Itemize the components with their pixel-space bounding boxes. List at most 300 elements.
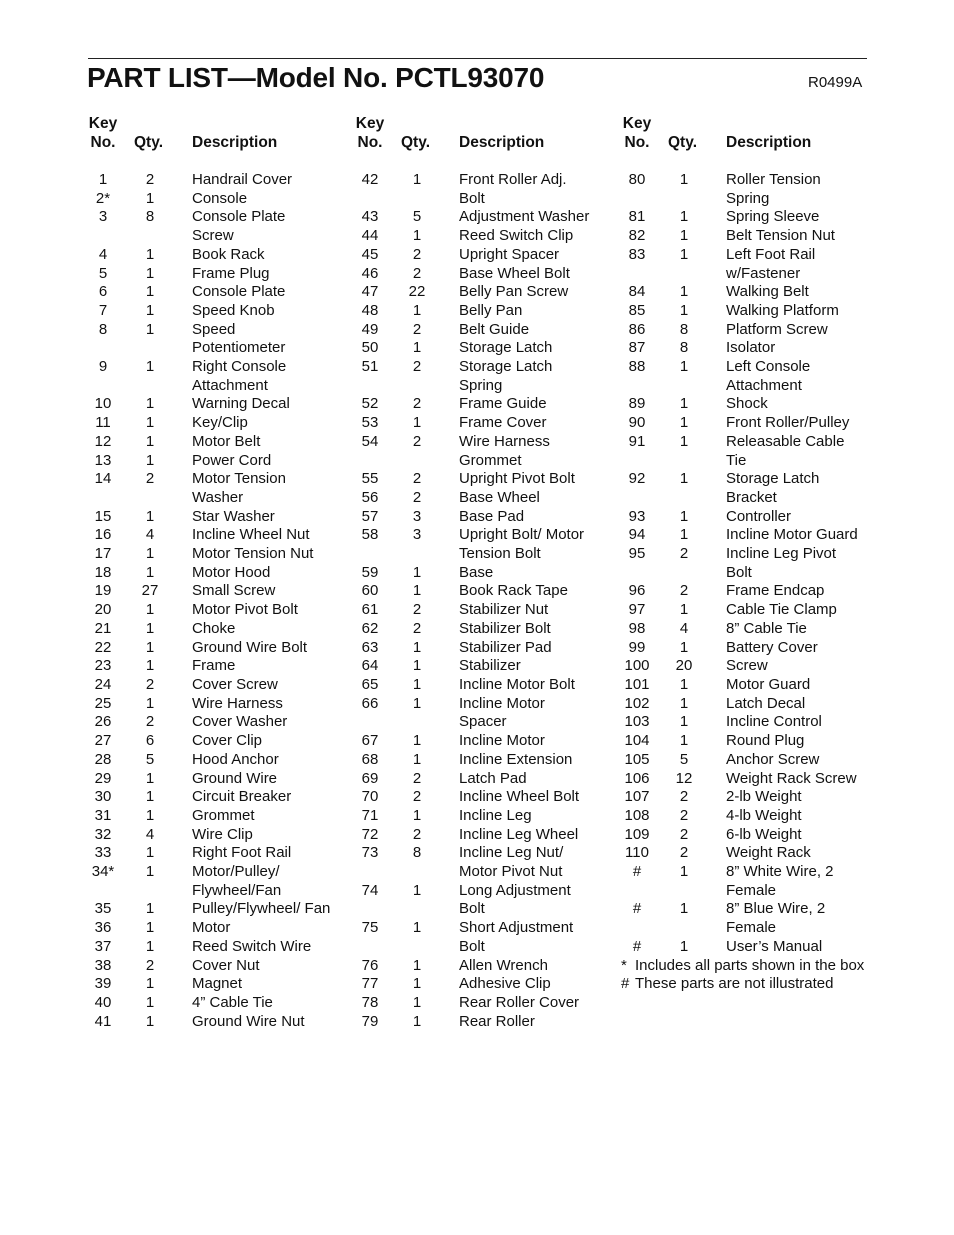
part-key: 71 — [361, 806, 379, 824]
part-qty: 1 — [145, 451, 155, 469]
part-key: 86 — [628, 320, 646, 338]
part-row — [621, 227, 881, 246]
part-key: # — [632, 863, 642, 881]
part-qty: 1 — [679, 470, 689, 488]
part-description: Latch Pad — [459, 769, 527, 787]
part-row — [87, 508, 347, 527]
part-key: 98 — [628, 619, 646, 637]
part-qty: 2 — [412, 825, 422, 843]
part-description: Front Roller Adj. Bolt — [459, 171, 567, 207]
part-description: 4” Cable Tie — [192, 993, 273, 1011]
part-qty: 1 — [412, 301, 422, 319]
part-row — [87, 863, 347, 900]
part-qty: 1 — [412, 975, 422, 993]
part-row — [87, 601, 347, 620]
part-qty: 1 — [679, 675, 689, 693]
part-qty: 27 — [141, 582, 159, 600]
part-description: Incline Motor Spacer — [459, 694, 545, 731]
part-row — [621, 508, 881, 527]
part-row — [354, 171, 614, 208]
part-description: Incline Leg Nut/ Motor Pivot Nut — [459, 844, 564, 881]
part-description: Base Pad — [459, 507, 525, 525]
part-key: 48 — [361, 301, 379, 319]
part-row — [621, 433, 881, 470]
part-description: Frame Plug — [192, 264, 270, 282]
part-qty: 1 — [679, 395, 689, 413]
part-qty: 1 — [145, 264, 155, 282]
part-qty: 5 — [679, 750, 689, 768]
part-qty: 1 — [145, 245, 155, 263]
part-description: Storage Latch Bracket — [726, 470, 820, 506]
part-qty: 1 — [145, 657, 155, 675]
part-key: 37 — [94, 937, 112, 955]
part-description: Key/Clip — [192, 414, 248, 432]
part-description: Cable Tie Clamp — [726, 601, 837, 619]
part-qty: 1 — [145, 1012, 155, 1030]
part-key: 42 — [361, 171, 379, 188]
part-key: 60 — [361, 582, 379, 600]
part-qty: 2 — [412, 320, 422, 338]
part-description: Left Console Attachment — [726, 358, 811, 394]
part-qty: 1 — [679, 601, 689, 619]
part-row — [354, 770, 614, 789]
part-qty: 1 — [145, 694, 155, 712]
part-description: Motor Tension Nut — [192, 545, 314, 563]
description-header: Description — [459, 133, 545, 151]
part-description: Motor/Pulley/ Flywheel/Fan — [192, 863, 282, 899]
part-row — [87, 676, 347, 695]
part-description: 2-lb Weight — [726, 788, 802, 806]
part-qty: 2 — [412, 601, 422, 619]
part-qty: 2 — [412, 358, 422, 376]
part-qty: 1 — [145, 975, 155, 993]
part-row — [87, 844, 347, 863]
part-key: 78 — [361, 993, 379, 1011]
part-qty: 1 — [145, 320, 155, 338]
part-description: Handrail Cover — [192, 171, 293, 188]
part-key: 73 — [361, 844, 379, 862]
part-qty: 1 — [412, 171, 422, 188]
part-qty: 1 — [679, 171, 689, 188]
part-row — [354, 788, 614, 807]
qty-header: Qty. — [668, 133, 697, 151]
part-description: Wire Clip — [192, 825, 253, 843]
part-key: 22 — [94, 638, 112, 656]
part-row — [354, 358, 614, 395]
part-qty: 1 — [145, 395, 155, 413]
part-description: Console Plate Screw — [192, 208, 286, 245]
part-key: 51 — [361, 358, 379, 376]
part-row — [87, 788, 347, 807]
part-key: 40 — [94, 993, 112, 1011]
part-qty: 1 — [145, 937, 155, 955]
part-description: Screw — [726, 657, 768, 675]
part-row — [621, 695, 881, 714]
part-row — [621, 358, 881, 395]
part-description: Roller Tension Spring — [726, 171, 821, 207]
part-row — [354, 994, 614, 1013]
part-qty: 2 — [679, 582, 689, 600]
part-key: 80 — [628, 171, 646, 188]
part-qty: 2 — [145, 171, 155, 188]
part-description: Walking Belt — [726, 283, 809, 301]
part-key: 29 — [94, 769, 112, 787]
part-row — [354, 564, 614, 583]
part-key: 31 — [94, 806, 112, 824]
part-qty: 4 — [145, 526, 155, 544]
part-qty: 1 — [412, 227, 422, 245]
part-key: 96 — [628, 582, 646, 600]
part-description: Weight Rack — [726, 844, 811, 862]
part-qty: 1 — [145, 806, 155, 824]
part-row — [354, 807, 614, 826]
column-header — [87, 115, 347, 171]
part-key: # — [632, 900, 642, 918]
part-row — [87, 452, 347, 471]
part-key: 99 — [628, 638, 646, 656]
part-description: Right Foot Rail — [192, 844, 292, 862]
qty-header: Qty. — [134, 133, 163, 151]
page-title: PART LIST—Model No. PCTL93070 — [87, 62, 545, 93]
part-qty: 4 — [679, 619, 689, 637]
part-description: Cover Clip — [192, 732, 263, 750]
part-row — [354, 732, 614, 751]
part-qty: 2 — [679, 788, 689, 806]
part-key: 83 — [628, 245, 646, 263]
part-row — [354, 508, 614, 527]
part-qty: 1 — [145, 358, 155, 376]
part-key: 52 — [361, 395, 379, 413]
part-row — [354, 526, 614, 563]
part-qty: 20 — [675, 657, 693, 675]
part-key: 30 — [94, 788, 112, 806]
part-description: Latch Decal — [726, 694, 806, 712]
part-description: Wire Harness — [192, 694, 283, 712]
part-key: 36 — [94, 919, 112, 937]
part-description: Wire Harness Grommet — [459, 432, 550, 469]
part-description: Incline Leg Wheel — [459, 825, 579, 843]
part-qty: 1 — [145, 993, 155, 1011]
part-row — [87, 957, 347, 976]
part-row — [87, 1013, 347, 1032]
part-qty: 1 — [679, 900, 689, 918]
part-row — [87, 265, 347, 284]
part-key: 79 — [361, 1012, 379, 1030]
part-row — [621, 601, 881, 620]
part-description: Ground Wire Nut — [192, 1012, 305, 1030]
part-qty: 2 — [145, 470, 155, 488]
part-row — [87, 695, 347, 714]
part-row — [354, 582, 614, 601]
part-description: Frame Cover — [459, 414, 547, 432]
column-header — [621, 115, 881, 171]
part-qty: 1 — [679, 526, 689, 544]
part-description: Adjustment Washer — [459, 208, 590, 226]
part-description: Ground Wire Bolt — [192, 638, 308, 656]
part-row — [87, 358, 347, 395]
part-key: 72 — [361, 825, 379, 843]
part-description: Console — [192, 189, 248, 207]
part-qty: 1 — [679, 283, 689, 301]
part-key: 61 — [361, 601, 379, 619]
part-row — [87, 900, 347, 919]
part-qty: 8 — [145, 208, 155, 226]
part-description: Book Rack — [192, 245, 265, 263]
part-qty: 1 — [412, 806, 422, 824]
part-key: 21 — [94, 619, 112, 637]
part-row — [354, 695, 614, 732]
key-header: Key No. — [88, 115, 118, 151]
part-row — [354, 751, 614, 770]
part-row — [354, 601, 614, 620]
part-description: 4-lb Weight — [726, 806, 802, 824]
part-row — [621, 526, 881, 545]
part-row — [354, 489, 614, 508]
part-row — [87, 751, 347, 770]
part-key: 9 — [98, 358, 108, 376]
part-description: Platform Screw — [726, 320, 828, 338]
part-description: Stabilizer — [459, 657, 521, 675]
part-description: Frame Guide — [459, 395, 547, 413]
part-key: 54 — [361, 432, 379, 450]
part-key: 39 — [94, 975, 112, 993]
part-row — [354, 283, 614, 302]
part-row — [87, 545, 347, 564]
part-key: 109 — [624, 825, 650, 843]
part-qty: 1 — [679, 245, 689, 263]
part-key: 49 — [361, 320, 379, 338]
part-qty: 8 — [679, 339, 689, 357]
footnote-mark: * — [621, 956, 627, 974]
part-row — [354, 844, 614, 881]
part-key: 5 — [98, 264, 108, 282]
part-qty: 6 — [145, 732, 155, 750]
part-key: 1 — [98, 171, 108, 188]
part-description: 8” Blue Wire, 2 Female — [726, 900, 826, 937]
part-key: 82 — [628, 227, 646, 245]
part-description: 8” White Wire, 2 Female — [726, 863, 834, 899]
part-qty: 1 — [412, 582, 422, 600]
part-row — [621, 171, 881, 208]
part-description: Cover Screw — [192, 675, 278, 693]
part-row — [354, 321, 614, 340]
part-qty: 1 — [679, 638, 689, 656]
part-description: Upright Spacer — [459, 245, 560, 263]
part-key: 47 — [361, 283, 379, 301]
part-key: 69 — [361, 769, 379, 787]
part-row — [621, 900, 881, 937]
part-description: 8” Cable Tie — [726, 619, 807, 637]
part-qty: 1 — [145, 507, 155, 525]
part-row — [621, 395, 881, 414]
part-description: Magnet — [192, 975, 243, 993]
part-description: User’s Manual — [726, 937, 823, 955]
part-row — [621, 826, 881, 845]
part-key: 10 — [94, 395, 112, 413]
parts-column-2 — [354, 115, 614, 1031]
part-key: 45 — [361, 245, 379, 263]
part-qty: 1 — [679, 414, 689, 432]
part-qty: 1 — [679, 863, 689, 881]
footnote-text: These parts are not illustrated — [635, 975, 834, 993]
part-key: 58 — [361, 526, 379, 544]
part-row — [621, 788, 881, 807]
part-qty: 1 — [145, 301, 155, 319]
part-key: 77 — [361, 975, 379, 993]
qty-header: Qty. — [401, 133, 430, 151]
part-key: 25 — [94, 694, 112, 712]
part-qty: 1 — [145, 919, 155, 937]
part-qty: 3 — [412, 526, 422, 544]
part-row — [621, 302, 881, 321]
part-description: Long Adjustment Bolt — [459, 881, 571, 918]
part-row — [621, 713, 881, 732]
part-key: 7 — [98, 301, 108, 319]
part-key: # — [632, 937, 642, 955]
part-key: 13 — [94, 451, 112, 469]
part-key: 81 — [628, 208, 646, 226]
part-description: Frame — [192, 657, 236, 675]
part-qty: 2 — [412, 264, 422, 282]
part-qty: 8 — [412, 844, 422, 862]
part-row — [354, 414, 614, 433]
part-qty: 1 — [679, 937, 689, 955]
part-row — [87, 171, 347, 190]
part-key: 87 — [628, 339, 646, 357]
part-qty: 2 — [412, 395, 422, 413]
description-header: Description — [726, 133, 812, 151]
part-description: Incline Wheel Nut — [192, 526, 310, 544]
part-qty: 1 — [412, 675, 422, 693]
part-description: Allen Wrench — [459, 956, 548, 974]
part-qty: 2 — [412, 769, 422, 787]
part-row — [87, 302, 347, 321]
part-qty: 1 — [145, 414, 155, 432]
part-description: Spring Sleeve — [726, 208, 820, 226]
part-qty: 2 — [412, 245, 422, 263]
top-rule — [88, 58, 867, 59]
part-key: 62 — [361, 619, 379, 637]
part-qty: 1 — [412, 881, 422, 899]
part-row — [354, 395, 614, 414]
part-key: 76 — [361, 956, 379, 974]
part-description: Speed Knob — [192, 301, 275, 319]
part-description: Reed Switch Clip — [459, 227, 574, 245]
part-key: 11 — [95, 414, 111, 432]
part-row — [621, 246, 881, 283]
part-key: 44 — [361, 227, 379, 245]
part-description: Choke — [192, 619, 236, 637]
part-description: Motor Tension Washer — [192, 470, 286, 506]
part-row — [354, 919, 614, 956]
document-code: R0499A — [808, 74, 863, 91]
part-key: 56 — [361, 488, 379, 506]
part-row — [621, 770, 881, 789]
part-key: 34* — [91, 863, 115, 881]
part-key: 33 — [94, 844, 112, 862]
part-qty: 1 — [145, 432, 155, 450]
part-qty: 3 — [412, 507, 422, 525]
footnote — [621, 957, 881, 976]
part-row — [87, 321, 347, 358]
part-description: Stabilizer Bolt — [459, 619, 551, 637]
part-description: 6-lb Weight — [726, 825, 802, 843]
part-description: Speed Potentiometer — [192, 320, 286, 357]
part-key: 14 — [94, 470, 112, 488]
part-qty: 2 — [679, 844, 689, 862]
part-qty: 1 — [412, 993, 422, 1011]
part-row — [354, 227, 614, 246]
part-description: Incline Motor — [459, 732, 545, 750]
part-key: 93 — [628, 507, 646, 525]
part-description: Rear Roller — [459, 1012, 535, 1030]
part-row — [87, 582, 347, 601]
part-qty: 1 — [412, 414, 422, 432]
part-description: Small Screw — [192, 582, 276, 600]
part-description: Walking Platform — [726, 301, 839, 319]
part-description: Belt Guide — [459, 320, 530, 338]
part-description: Stabilizer Nut — [459, 601, 549, 619]
part-key: 102 — [624, 694, 650, 712]
part-key: 57 — [361, 507, 379, 525]
part-description: Controller — [726, 507, 792, 525]
part-row — [621, 414, 881, 433]
part-description: Upright Pivot Bolt — [459, 470, 575, 488]
part-row — [621, 545, 881, 582]
part-row — [354, 639, 614, 658]
part-description: Incline Motor Guard — [726, 526, 858, 544]
part-qty: 1 — [679, 732, 689, 750]
part-description: Isolator — [726, 339, 776, 357]
part-key: 88 — [628, 358, 646, 376]
part-row — [354, 339, 614, 358]
part-key: 106 — [624, 769, 650, 787]
part-qty: 1 — [145, 863, 155, 881]
part-key: 26 — [94, 713, 112, 731]
part-row — [621, 732, 881, 751]
part-qty: 1 — [412, 750, 422, 768]
part-description: Cover Washer — [192, 713, 288, 731]
part-row — [87, 395, 347, 414]
part-key: 110 — [625, 844, 649, 862]
part-row — [87, 283, 347, 302]
part-key: 8 — [98, 320, 108, 338]
part-description: Incline Motor Bolt — [459, 675, 575, 693]
part-qty: 1 — [412, 732, 422, 750]
part-description: Adhesive Clip — [459, 975, 551, 993]
part-key: 4 — [98, 245, 108, 263]
part-description: Motor Guard — [726, 675, 811, 693]
part-description: Stabilizer Pad — [459, 638, 552, 656]
part-key: 53 — [361, 414, 379, 432]
part-key: 6 — [98, 283, 108, 301]
part-description: Motor — [192, 919, 231, 937]
parts-column-3 — [621, 115, 881, 994]
part-description: Motor Hood — [192, 563, 271, 581]
part-description: Warning Decal — [192, 395, 290, 413]
part-description: Frame Endcap — [726, 582, 825, 600]
part-key: 105 — [624, 750, 650, 768]
part-description: Releasable Cable Tie — [726, 432, 845, 469]
part-key: 27 — [94, 732, 112, 750]
part-description: Rear Roller Cover — [459, 993, 580, 1011]
part-description: Console Plate — [192, 283, 286, 301]
parts-column-1 — [87, 115, 347, 1031]
part-description: Incline Leg — [459, 806, 532, 824]
part-description: Battery Cover — [726, 638, 818, 656]
part-key: 75 — [361, 919, 379, 937]
part-qty: 2 — [145, 956, 155, 974]
